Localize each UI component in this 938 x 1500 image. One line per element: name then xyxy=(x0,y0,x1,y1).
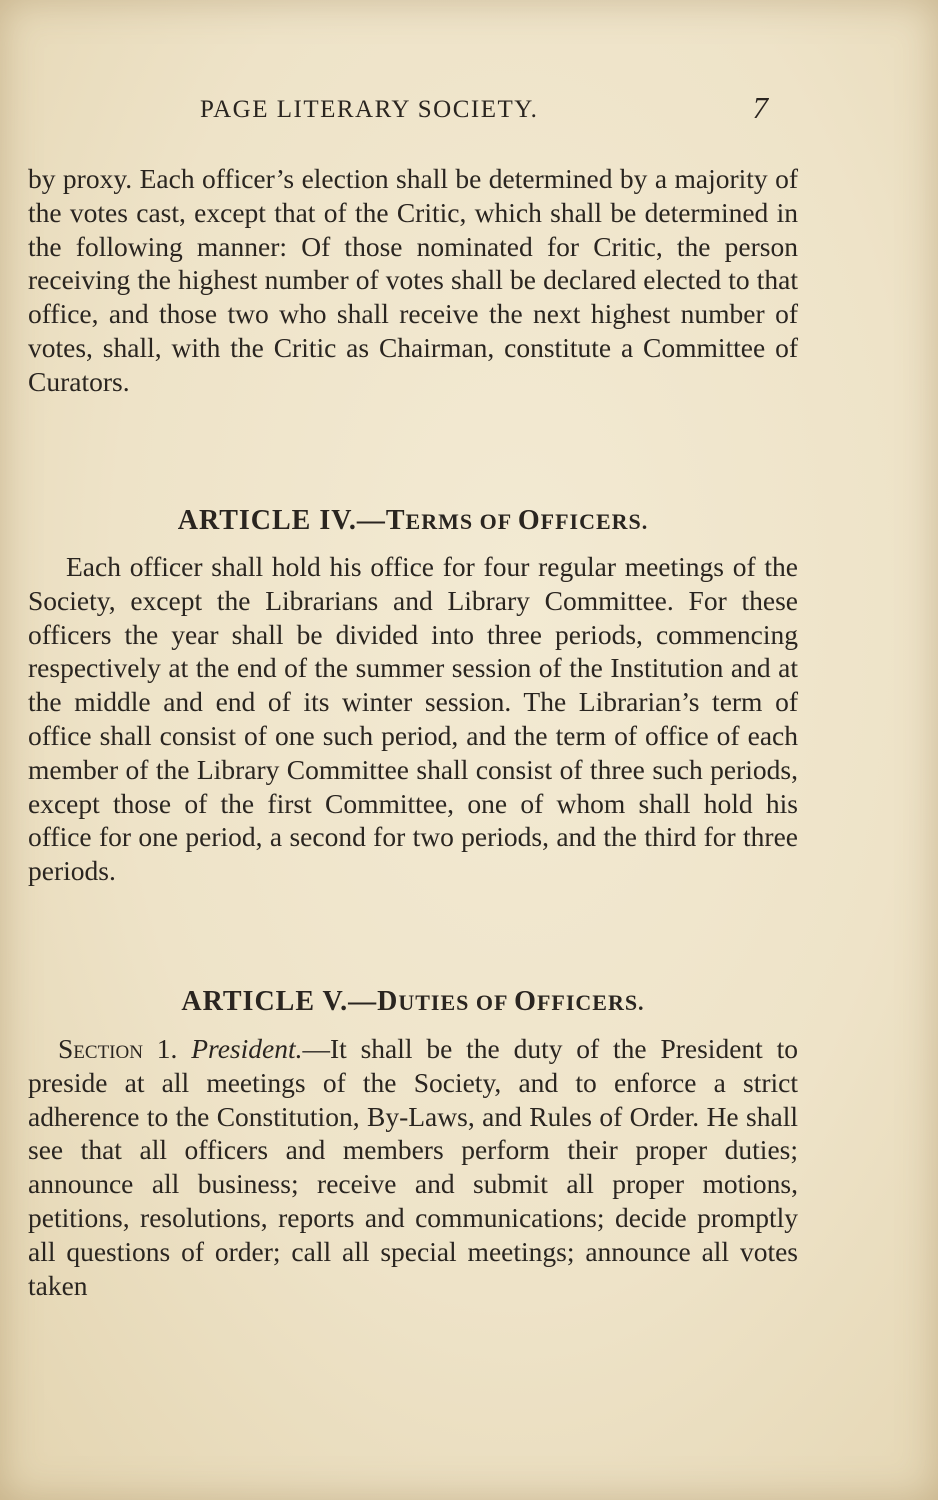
article-iv-title-rest-1: ERMS OF xyxy=(405,509,518,534)
paragraph-terms-of-officers: Each officer shall hold his office for four regular meetings of the Society, except the Librarians and Library Committee. For these officers the year shall be divided into three periods, commencing respectively at the end of the summer session of the Institution and at the middle and end of its winter session. The Librarian’s term of office shall consist of one such period, and the term of office of each member of the Library Committee shall consist of three such periods, except those of the first Committee, one of whom shall hold his office for one period, a second for two periods, and the third for three periods. xyxy=(28,551,798,887)
paragraph-duties-of-president xyxy=(28,1032,798,1302)
page-header xyxy=(200,90,780,130)
article-v-title-rest-2: FFICERS. xyxy=(536,990,645,1015)
article-v-title-initial-2: O xyxy=(514,986,537,1017)
running-title: PAGE LITERARY SOCIETY. xyxy=(200,96,539,123)
article-iv-label: ARTICLE IV.— xyxy=(177,505,386,536)
article-v-title-initial-1: D xyxy=(377,986,399,1017)
page-number: 7 xyxy=(752,90,768,125)
section-text: —It shall be the duty of the President to preside at all meetings of the Society, and to enforce a strict adherence to the Constitution, By-Laws, and Rules of Order. He shall see that all officers and members perform their proper duties; xyxy=(28,1033,799,1166)
paragraph-election-of-critic: by proxy. Each officer’s election shall be determined by a majority of the votes cast, except that of the Critic, which shall be determined in the following manner: Of those nominated for Critic, the person receiving the highest number of votes shall be declared elected to that office, and those two who shall receive the next highest number of votes, shall, with the Critic as Chairman, constitute a Committee of Curators. xyxy=(28,163,798,397)
section-text-continued: announce all business; receive and submit all proper motions, petitions, resolutions, reports and communications; decide promptly all questions of order; call all special meetings; announce all votes taken xyxy=(28,1168,798,1301)
article-iv-title-rest-2: FFICERS. xyxy=(540,509,649,534)
article-iv-heading xyxy=(28,505,798,537)
article-v-label: ARTICLE V.— xyxy=(181,986,378,1017)
article-v-title-rest-1: UTIES OF xyxy=(398,990,515,1015)
article-v-heading xyxy=(28,986,798,1018)
section-label: Section 1. xyxy=(58,1033,178,1064)
section-title: President. xyxy=(191,1033,303,1064)
article-iv-title-initial-1: T xyxy=(385,505,406,536)
article-iv-title-initial-2: O xyxy=(517,505,541,536)
